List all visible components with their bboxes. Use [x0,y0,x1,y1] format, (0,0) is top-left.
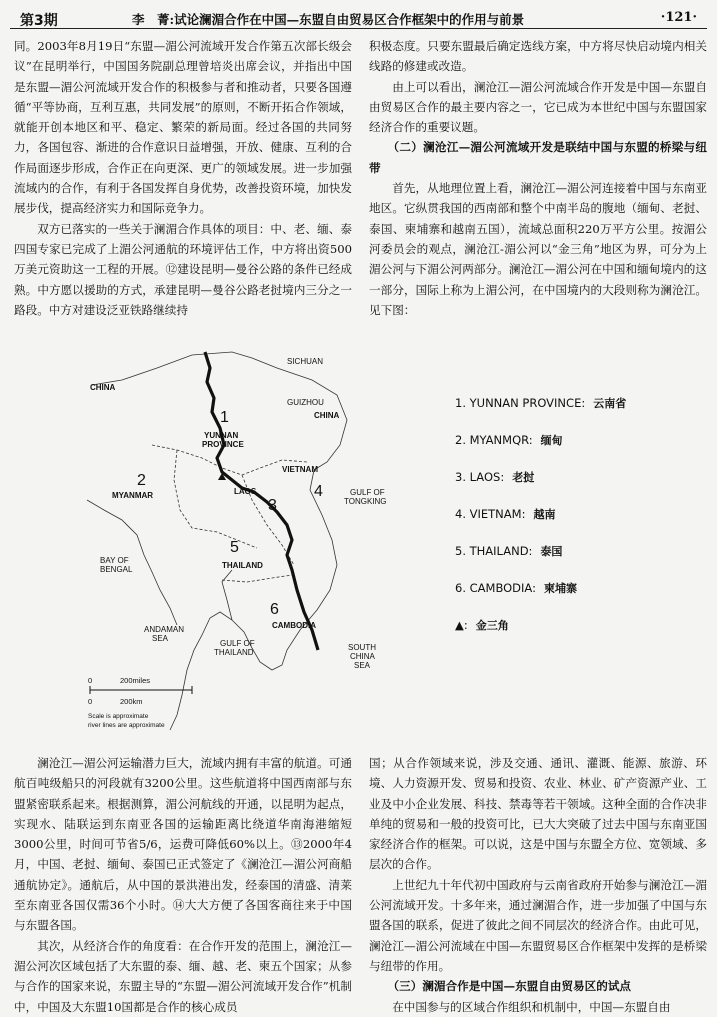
map-label: CHINA [314,411,340,420]
paragraph: 同。2003年8月19日“东盟—湄公河流域开发合作第五次部长级会议”在昆明举行，中国国务院副总理曾培炎出席会议，并指出中国是东盟—湄公河流域开发合作的积极参与者和推动者，只要各国遵循“平等协商，互利互惠，共同发展”的原则，不断开拓合作领域，就能开创本地区和平、稳定、繁荣的新局面。经过各国的共同努力，各国包容、渐进的合作意识日益增强，开放、健康、互利的合作局面逐步形成，合作正在向更深、更广的领域发展。进一步加强流域内的合作，有利于各国发挥自身优势，改善投资环境，加快发展步伐，提高经济实力和国际竞争力。 [14,39,352,216]
scale-label: 0 [88,697,93,706]
section-heading: （二）澜沧江—湄公河流域开发是联结中国与东盟的桥梁与纽带 [369,140,707,175]
map-label: PROVINCE [202,440,244,449]
column-right-bottom [369,753,707,1017]
running-header [10,6,707,29]
border [222,575,292,582]
legend-item: 3. LAOS: 老挝 [455,470,535,484]
map-label: BENGAL [100,565,133,574]
region-number: 4 [314,483,323,500]
scale-label: 200km [120,697,143,706]
map-label: THAILAND [214,648,254,657]
map-legend [455,385,705,644]
region-number: 1 [220,409,229,426]
map-label: CHINA [350,652,375,661]
paragraph: 双方已落实的一些关于澜湄合作具体的项目：中、老、缅、泰四国专家已完成了上湄公河通航的环境评估工作，中方将出资500万美元资助这一工程的开展。⑫建设昆明—曼谷公路的条件已经成熟。中方愿以援助的方式，承建昆明—曼谷公路老挝境内三分之一路段。中方对建设泛亚铁路继续持 [14,221,352,317]
paragraph: 积极态度。只要东盟最后确定选线方案，中方将尽快启动境内相关线路的修建或改造。 [369,39,707,74]
map-label: BAY OF [100,556,129,565]
map-label: CAMBODIA [272,621,316,630]
paragraph: 由上可以看出，澜沧江—湄公河流域合作开发是中国—东盟自由贸易区合作的最主要内容之一，它已成为本世纪中国与东盟国家经济合作的重要议题。 [369,79,707,135]
legend-item: 2. MYANMQR: 缅甸 [455,433,563,447]
map-label: THAILAND [222,561,263,570]
map-label: YUNNAN [204,431,239,440]
legend-item: 4. VIETNAM: 越南 [455,507,556,521]
region-number: 5 [230,539,239,556]
map-label: GUIZHOU [287,398,324,407]
legend-item: 5. THAILAND: 泰国 [455,544,563,558]
paragraph: 上世纪九十年代初中国政府与云南省政府开始参与澜沧江—湄公河流域开发。十多年来，通过澜湄合作，进一步加强了中国与东盟各国的联系，促进了彼此之间不同层次的经济合作。由此可见，澜沧江—湄公河流域在中国—东盟贸易区合作框架中发挥的是桥梁与纽带的作用。 [369,877,707,973]
map-label: CHINA [90,383,116,392]
legend-item: ▲: 金三角 [455,618,509,632]
legend-item: 1. YUNNAN PROVINCE: 云南省 [455,396,627,410]
map-label: VIETNAM [282,465,318,474]
region-number: 3 [268,497,277,514]
map-label: MYANMAR [112,491,154,500]
map-label: SEA [354,661,371,670]
page-number: ·121· [660,10,697,25]
column-right-top [369,36,707,320]
section-heading: （三）澜湄合作是中国—东盟自由贸易区的试点 [387,979,632,994]
region-number: 2 [137,472,146,489]
coastline-gulf [222,570,232,620]
map-label: ANDAMAN [144,625,185,634]
scale-label: 0 [88,676,93,685]
map-label: SEA [152,634,169,643]
scale-note: Scale is approximate [88,713,149,720]
column-left-bottom [14,753,352,1017]
region-number: 6 [270,601,279,618]
legend-item: 6. CAMBODIA: 柬埔寨 [455,581,577,595]
map-label: GULF OF [350,488,385,497]
issue-number: 第3期 [20,13,58,29]
mekong-river [205,352,318,650]
map-label: GULF OF [220,639,255,648]
scale-bar [88,676,192,729]
paragraph: 国；从合作领域来说，涉及交通、通讯、灌溉、能源、旅游、环境、人力资源开发、贸易和投资、农业、林业、矿产资源产业、工业及中小企业发展、科技、禁毒等若干领域。这种全面的合作决非单纯的贸易和一般的投资可比，已大大突破了过去中国与东南亚国家经济合作的框架。可以说，这是中国与东盟全方位、宽领域、多层次的合作。 [369,756,707,872]
map-label: TONGKING [344,497,387,506]
map-label: LAOS [234,487,257,496]
paragraph: 其次，从经济合作的角度看：在合作开发的范围上，澜沧江—湄公河次区域包括了大东盟的泰、缅、越、老、柬五个国家；从参与合作的国家来说，东盟主导的“东盟—湄公河流域开发合作”机制中，中国及大东盟10国都是合作的核心成员 [14,938,352,1014]
mekong-map-figure [82,350,402,735]
paragraph: 首先，从地理位置上看，澜沧江—湄公河连接着中国与东南亚地区。它纵贯我国的西南部和整个中南半岛的腹地（缅甸、老挝、泰国、柬埔寨和越南五国），流域总面积220万平方公里。按湄公河委员会的观点，澜沧江-湄公河以“金三角”地区为界，可分为上湄公河与下湄公河两部分。澜沧江—湄公河在中国和缅甸境内的这一部分，国际上称为上湄公河，在中国境内的大段则称为澜沧江。见下图： [369,181,707,317]
paragraph: 澜沧江—湄公河运输潜力巨大，流域内拥有丰富的航道。可通航百吨级船只的河段就有3200公里。这些航道将中国西南部与东盟紧密联系起来。根据测算，湄公河航线的开通，以昆明为起点，实现水、陆联运到东南亚各国的运输距离比绕道华南海港缩短3000公里，时间可节省5/6，运费可降低60%以上。⑬2000年4月，中国、老挝、缅甸、泰国已正式签定了《澜沧江—湄公河商船通航协定》。通航后，从中国的景洪港出发，经泰国的清盛、清莱至东南亚各国仅需36个小时。⑭大大方便了各国客商往来于中国与东盟各国。 [14,756,352,933]
running-title: 李 菁:试论澜湄合作在中国—东盟自由贸易区合作框架中的作用与前景 [132,12,525,27]
scale-note: river lines are approximate [88,722,165,729]
map-label: SICHUAN [287,357,324,366]
scale-label: 200miles [120,676,151,685]
paragraph: 在中国参与的区域合作组织和机制中，中国—东盟自由 [392,999,671,1014]
column-left-top [14,36,352,320]
map-label: SOUTH [348,643,376,652]
